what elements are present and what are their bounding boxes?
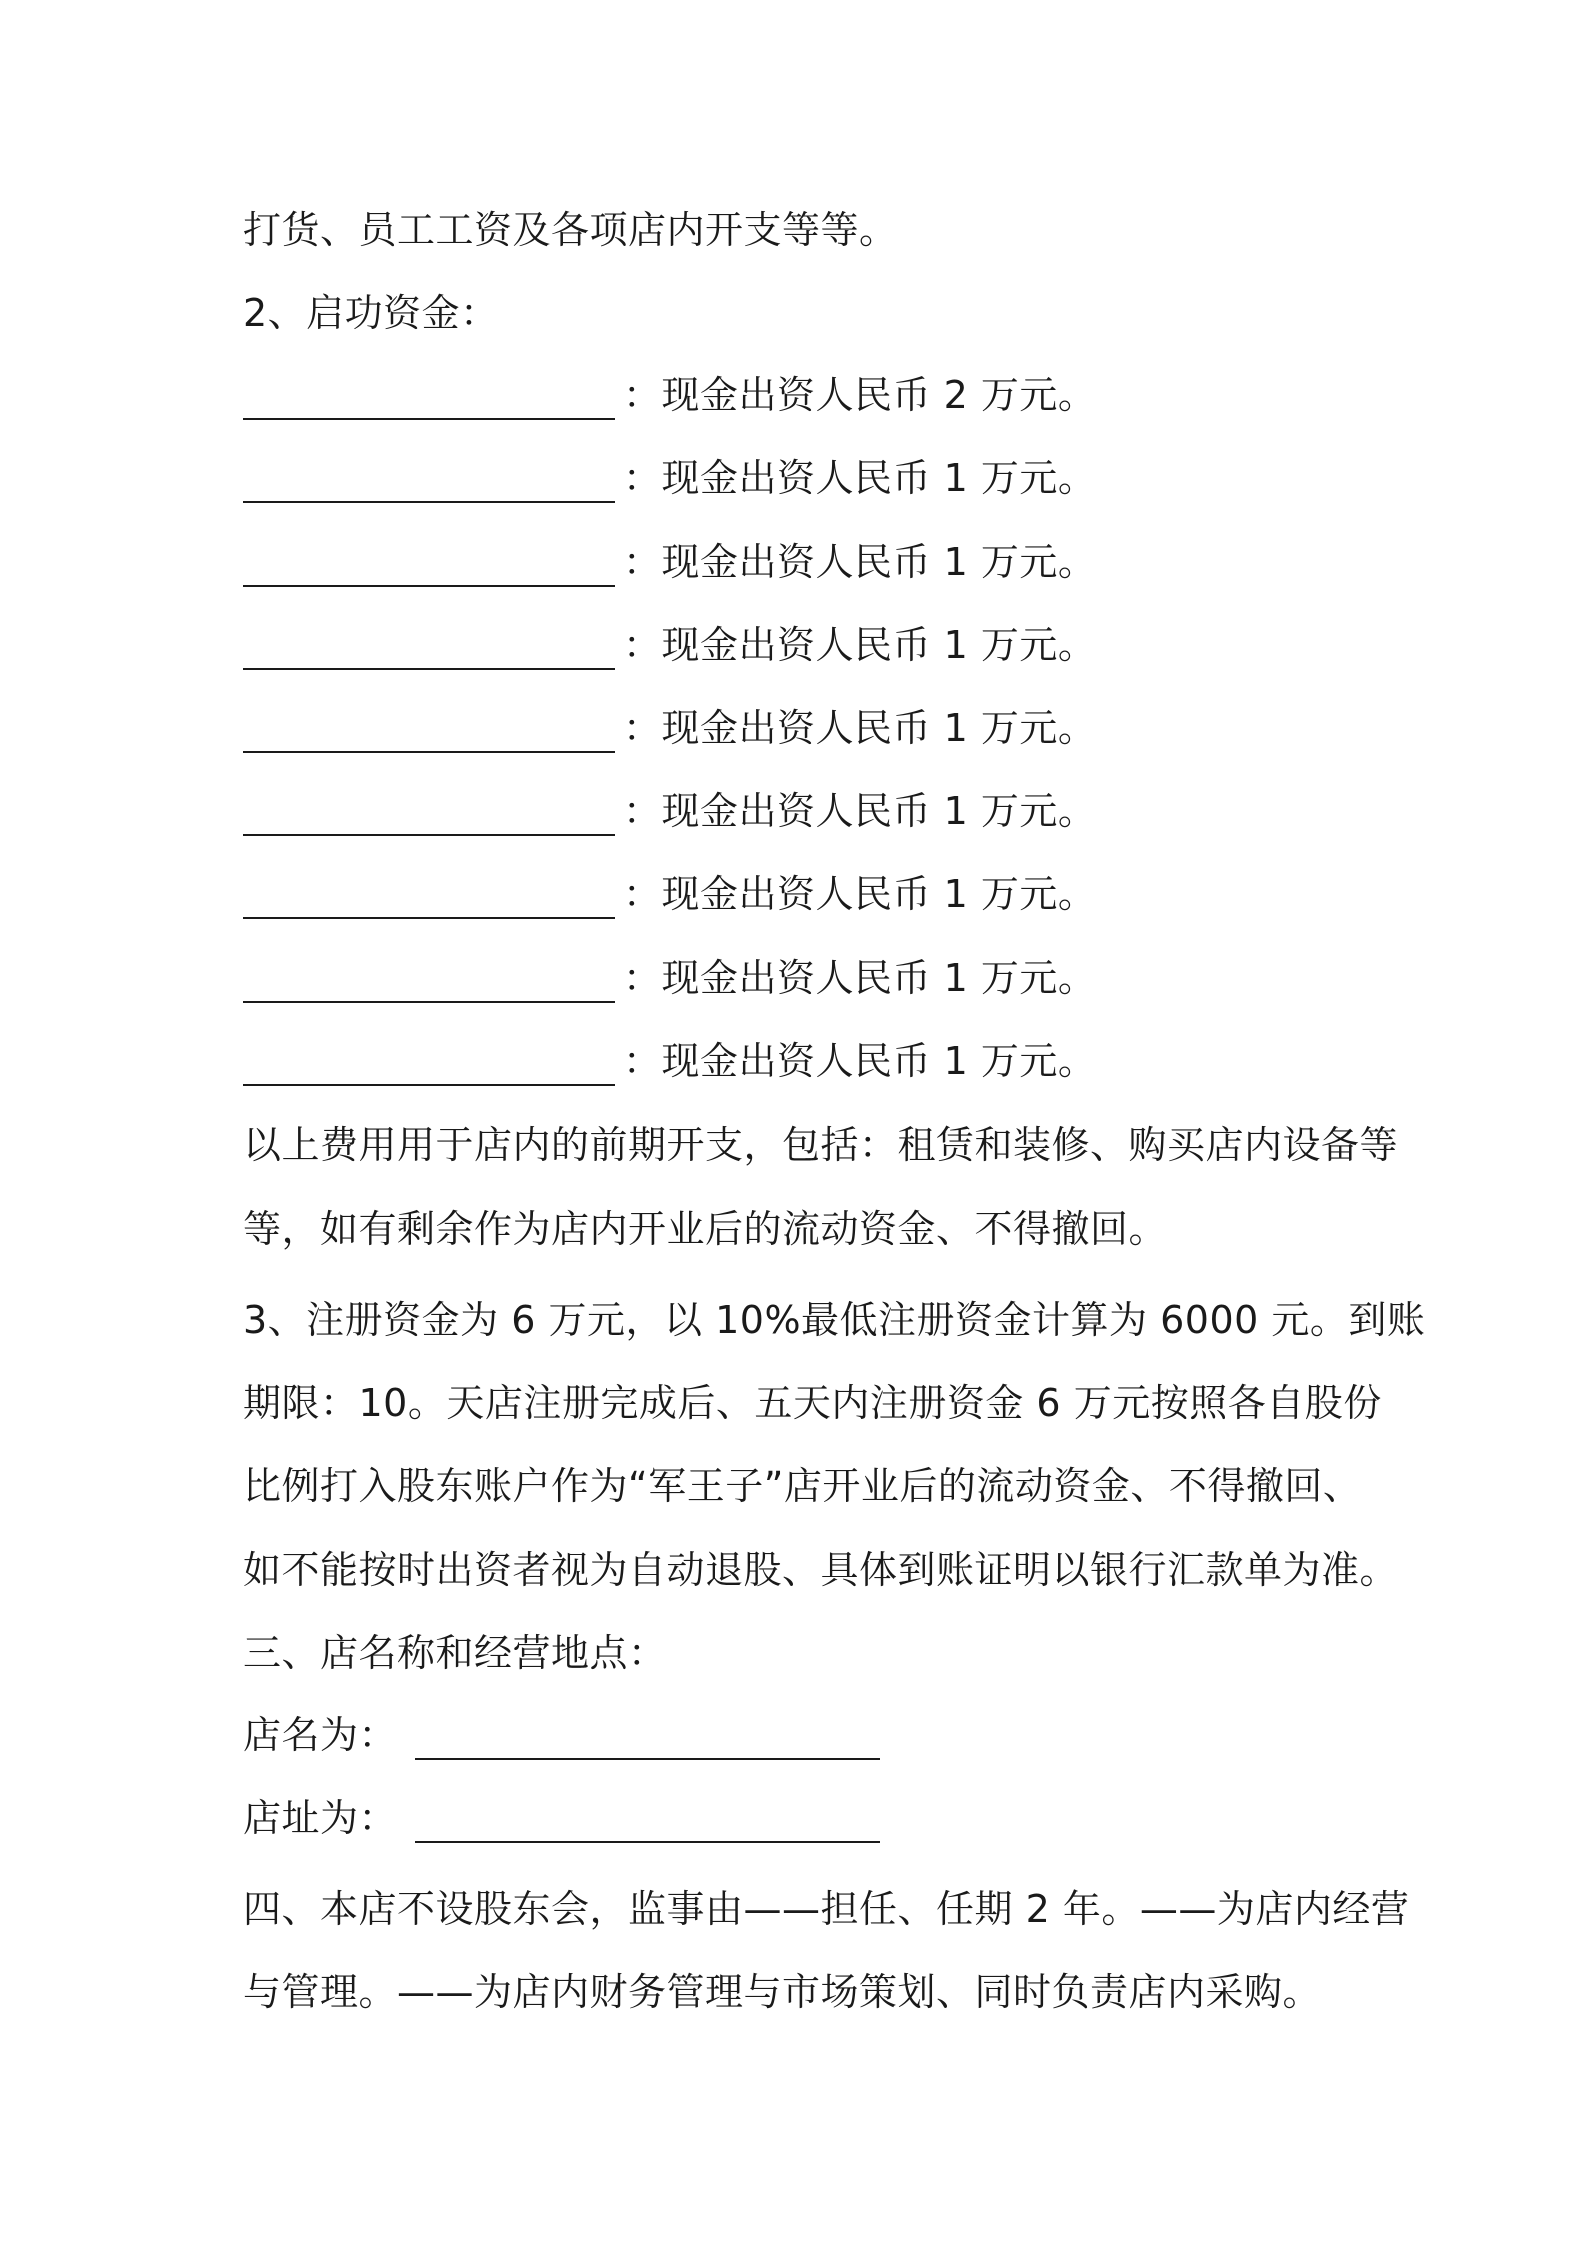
store-address-row	[243, 1793, 880, 1843]
investor-name-blank[interactable]	[243, 378, 615, 420]
contribution-row	[243, 786, 1096, 836]
store-name-label: 店名为：	[243, 1713, 398, 1757]
contribution-text: ：现金出资人民币 1 万元。	[623, 1039, 1097, 1083]
paragraph-expense-line-1: 以上费用用于店内的前期开支，包括：租赁和装修、购买店内设备等	[243, 1123, 1399, 1167]
contribution-text: ：现金出资人民币 1 万元。	[623, 623, 1097, 667]
contribution-text: ：现金出资人民币 1 万元。	[623, 706, 1097, 750]
contribution-row	[243, 869, 1096, 919]
investor-name-blank[interactable]	[243, 545, 615, 587]
store-name-row	[243, 1710, 880, 1760]
paragraph-registration-line-2: 期限：10。天店注册完成后、五天内注册资金 6 万元按照各自股份	[243, 1381, 1382, 1425]
contribution-text: ：现金出资人民币 1 万元。	[623, 956, 1097, 1000]
investor-name-blank[interactable]	[243, 1044, 615, 1086]
contribution-text: ：现金出资人民币 1 万元。	[623, 456, 1097, 500]
store-address-label: 店址为：	[243, 1796, 398, 1840]
contribution-row	[243, 953, 1096, 1003]
investor-name-blank[interactable]	[243, 628, 615, 670]
contribution-row	[243, 537, 1096, 587]
contribution-row	[243, 703, 1096, 753]
paragraph-registration-line-4: 如不能按时出资者视为自动退股、具体到账证明以银行汇款单为准。	[243, 1548, 1399, 1592]
heading-store-info: 三、店名称和经营地点：	[243, 1631, 667, 1675]
paragraph-registration-line-1: 3、注册资金为 6 万元，以 10%最低注册资金计算为 6000 元。到账	[243, 1298, 1426, 1342]
investor-name-blank[interactable]	[243, 461, 615, 503]
paragraph-registration-line-3: 比例打入股东账户作为“军王子”店开业后的流动资金、不得撤回、	[243, 1464, 1362, 1508]
investor-name-blank[interactable]	[243, 961, 615, 1003]
contribution-text: ：现金出资人民币 1 万元。	[623, 872, 1097, 916]
paragraph-management-line-2: 与管理。——为店内财务管理与市场策划、同时负责店内采购。	[243, 1970, 1322, 2014]
contribution-row	[243, 453, 1096, 503]
contribution-text: ：现金出资人民币 2 万元。	[623, 373, 1097, 417]
paragraph-intro-tail: 打货、员工工资及各项店内开支等等。	[243, 208, 898, 252]
paragraph-management-line-1: 四、本店不设股东会，监事由——担任、任期 2 年。——为店内经营	[243, 1887, 1410, 1931]
contribution-row	[243, 370, 1096, 420]
investor-name-blank[interactable]	[243, 877, 615, 919]
paragraph-expense-line-2: 等，如有剩余作为店内开业后的流动资金、不得撤回。	[243, 1207, 1168, 1251]
investor-name-blank[interactable]	[243, 711, 615, 753]
contribution-row	[243, 620, 1096, 670]
store-name-blank[interactable]	[415, 1718, 880, 1760]
investor-name-blank[interactable]	[243, 794, 615, 836]
store-address-blank[interactable]	[415, 1801, 880, 1843]
heading-startup-capital: 2、启功资金：	[243, 291, 499, 335]
contribution-text: ：现金出资人民币 1 万元。	[623, 540, 1097, 584]
contribution-row	[243, 1036, 1096, 1086]
contribution-text: ：现金出资人民币 1 万元。	[623, 789, 1097, 833]
